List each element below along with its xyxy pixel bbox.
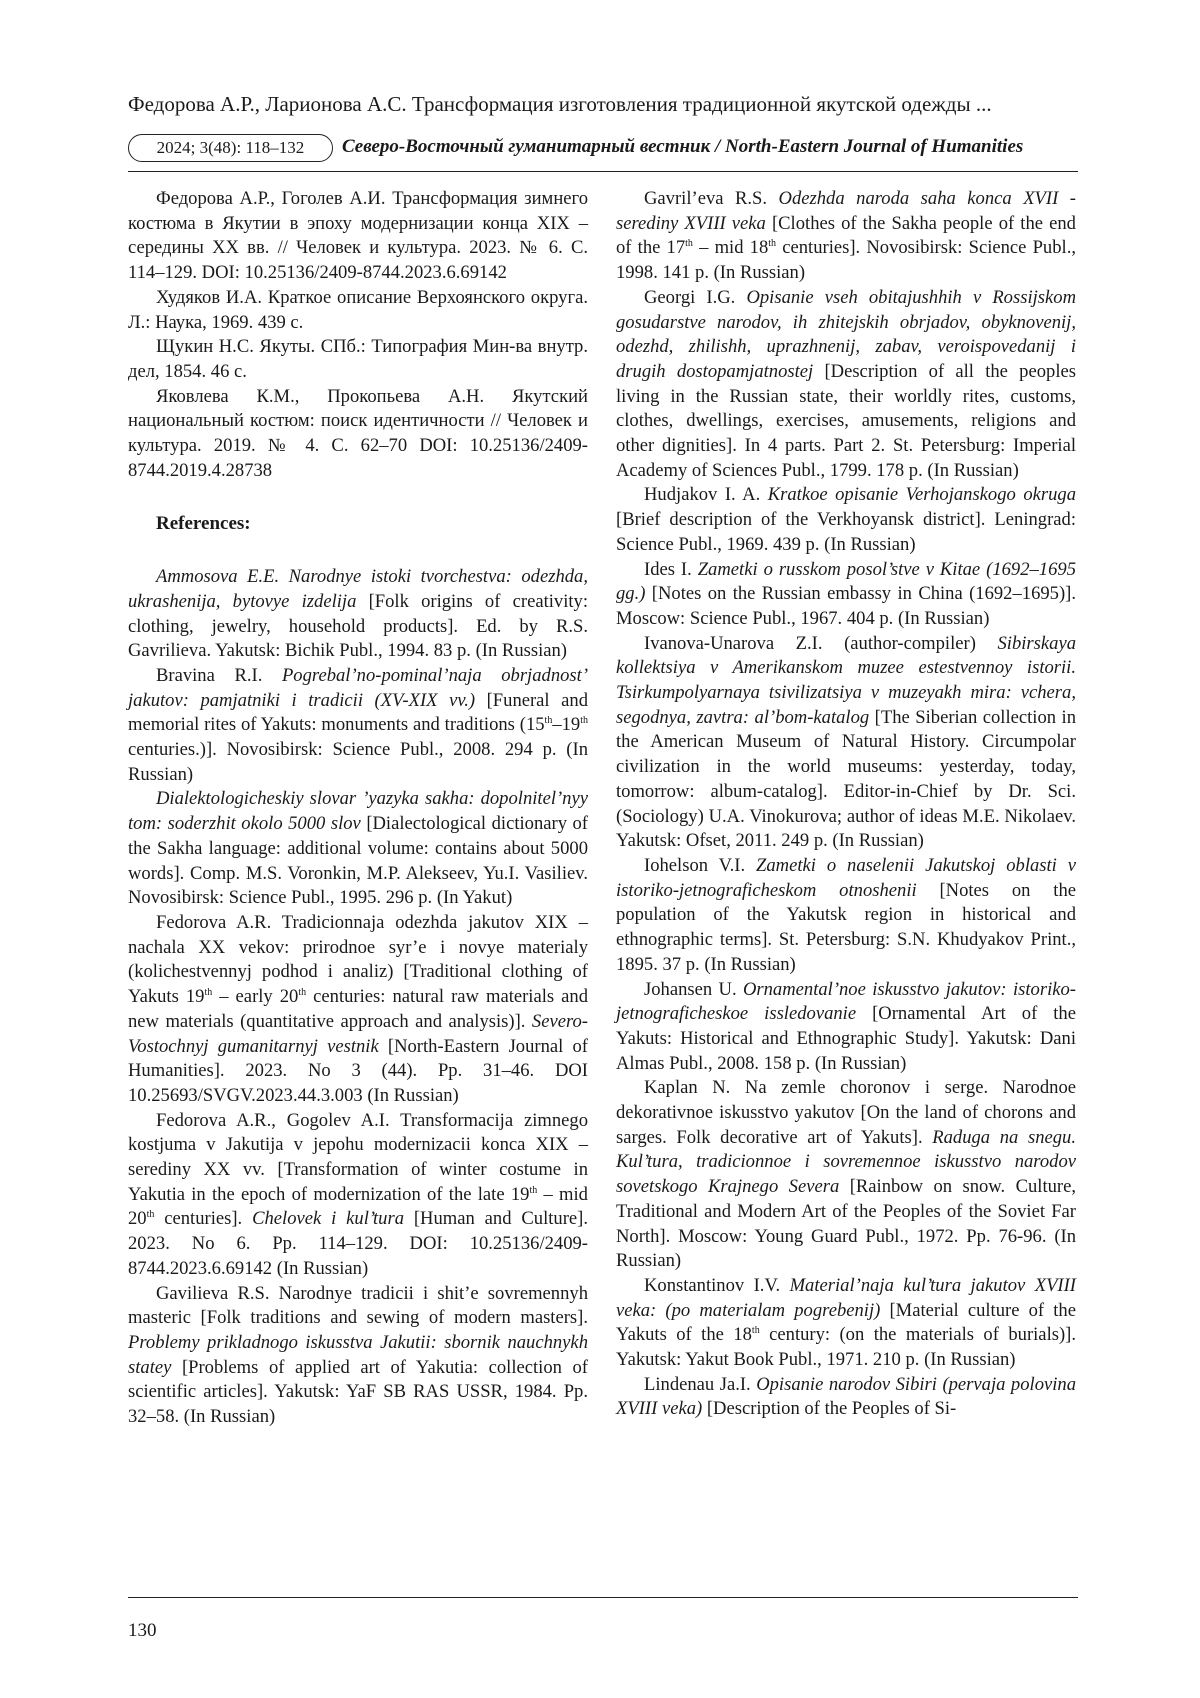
- reference-entry: Яковлева К.М., Прокопьева А.Н. Якутский национальный костюм: поиск идентичности // Человек и культура. 2019. № 4. С. 62–70 DOI: 10.25136/2409-8744.2019.4.28738: [128, 385, 588, 481]
- reference-entry: Iohelson V.I. Zametki o naselenii Jakutskoj oblasti v istoriko-jetnograficheskom otnoshenii [Notes on the population of the Yakutsk region in historical and ethnographic terms]. St. Petersburg: S.N. Khudyakov Print., 1895. 37 p. (In Russian): [616, 854, 1077, 975]
- reference-entry: Bravina R.I. Pogrebal’no-pominal’naja obrjadnost’ jakutov: pamjatniki i tradicii (XV-XIX vv.) [Funeral and memorial rites of Yakuts: monuments and traditions (15th–19th centuries.)]. Novosibirsk: Science Publ., 2008. 294 p. (In Russian): [128, 664, 589, 785]
- page-number: 130: [128, 1620, 157, 1641]
- reference-entry: Ivanova-Unarova Z.I. (author-compiler) Sibirskaya kollektsiya v Amerikanskom muzee estestvennoy istorii. Tsirkumpolyarnaya tsivilizatsiya v muzeyakh mira: vchera, segodnya, zavtra: al’bom-katalog [The Siberian collection in the American Museum of Natural History. Circumpolar civilization in the world museums: yesterday, today, tomorrow: album-catalog]. Editor-in-Chief by Dr. Sci. (Sociology) U.A. Vinokurova; author of ideas M.E. Nikolaev. Yakutsk: Ofset, 2011. 249 p. (In Russian): [616, 632, 1076, 852]
- reference-entry: Gavilieva R.S. Narodnye tradicii i shit’e sovremennyh masteric [Folk traditions and sewing of modern masters]. Problemy prikladnogo iskusstva Jakutii: sbornik nauchnykh statey [Problems of applied art of Yakutia: collection of scientific articles]. Yakutsk: YaF SB RAS USSR, 1984. Pp. 32–58. (In Russian): [128, 1282, 588, 1428]
- left-column: [128, 187, 588, 1430]
- reference-entry: Щукин Н.С. Якуты. СПб.: Типография Мин-ва внутр. дел, 1854. 46 с.: [128, 336, 588, 382]
- reference-entry: Худяков И.А. Краткое описание Верхоянского округа. Л.: Наука, 1969. 439 с.: [128, 286, 588, 333]
- reference-entry: Georgi I.G. Opisanie vseh obitajushhih v Rossijskom gosudarstve narodov, ih zhitejskih obrjadov, obyknovenij, odezhd, zhilishh, uprazhnenij, zabav, veroispovedanij i drugih dostopamjatnostej [Description of all the peoples living in the Russian state, their worldly rites, customs, clothes, dwellings, exercises, amusements, religions and other dignities]. In 4 parts. Part 2. St. Petersburg: Imperial Academy of Sciences Publ., 1799. 178 p. (In Russian): [616, 286, 1076, 481]
- reference-entry: Kaplan N. Na zemle choronov i serge. Narodnoe dekorativnoe iskusstvo yakutov [On the land of chorons and sarges. Folk decorative art of Yakuts]. Raduga na snegu. Kul’tura, tradicionnoe i sovremennoe iskusstvo narodov sovetskogo Krajnego Severa [Rainbow on snow. Culture, Traditional and Modern Art of the Peoples of the Soviet Far North]. Moscow: Young Guard Publ., 1972. Pp. 76-96. (In Russian): [616, 1077, 1077, 1272]
- reference-entry: Fedorova A.R. Tradicionnaja odezhda jakutov XIX – nachala XX vekov: prirodnoe syr’e i novye materialy (kolichestvennyj podhod i analiz) [Traditional clothing of Yakuts 19th – early 20th centuries: natural raw materials and new materials (quantitative approach and analysis)]. Severo-Vostochnyj gumanitarnyj vestnik [North-Eastern Journal of Humanities]. 2023. No 3 (44). Pp. 31–46. DOI 10.25693/SVGV.2023.44.3.003 (In Russian): [128, 911, 589, 1106]
- reference-entry: Johansen U. Ornamental’noe iskusstvo jakutov: istoriko-jetnograficheskoe issledovanie [Ornamental Art of the Yakuts: Historical and Ethnographic Study]. Yakutsk: Dani Almas Publ., 2008. 158 p. (In Russian): [616, 978, 1076, 1074]
- right-column: [616, 187, 1076, 1422]
- header-divider: [128, 171, 1078, 172]
- running-title: Федорова А.Р., Ларионова А.С. Трансформация изготовления традиционной якутской одежды ...: [128, 92, 992, 116]
- reference-entry: Fedorova A.R., Gogolev A.I. Transformacija zimnego kostjuma v Jakutija v jepohu modernizacii konca XIX – serediny XX vv. [Transformation of winter costume in Yakutia in the epoch of modernization of the late 19th – mid 20th centuries]. Chelovek i kul’tura [Human and Culture]. 2023. No 6. Pp. 114–129. DOI: 10.25136/2409-8744.2023.6.69142 (In Russian): [128, 1109, 588, 1279]
- reference-entry: Ides I. Zametki o russkom posol’stve v Kitae (1692–1695 gg.) [Notes on the Russian embassy in China (1692–1695)]. Moscow: Science Publ., 1967. 404 p. (In Russian): [616, 558, 1076, 629]
- reference-entry: Lindenau Ja.I. Opisanie narodov Sibiri (pervaja polovina XVIII veka) [Description of the Peoples of Si-: [616, 1373, 1077, 1420]
- reference-entry: Ammosova E.E. Narodnye istoki tvorchestva: odezhda, ukrashenija, bytovye izdelija [Folk origins of creativity: clothing, jewelry, household products]. Ed. by R.S. Gavrilieva. Yakutsk: Bichik Publ., 1994. 83 p. (In Russian): [128, 566, 588, 662]
- reference-entry: Федорова А.Р., Гоголев А.И. Трансформация зимнего костюма в Якутии в эпоху модернизации конца XIX – середины XX вв. // Человек и культура. 2023. № 6. С. 114–129. DOI: 10.25136/2409-8744.2023.6.69142: [128, 188, 588, 284]
- reference-entry: Hudjakov I. A. Kratkoe opisanie Verhojanskogo okruga [Brief description of the Verkhoyansk district]. Leningrad: Science Publ., 1969. 439 p. (In Russian): [616, 484, 1077, 555]
- reference-entry: Gavril’eva R.S. Odezhda naroda saha konca XVII - serediny XVIII veka [Clothes of the Sakha people of the end of the 17th – mid 18th centuries]. Novosibirsk: Science Publ., 1998. 141 p. (In Russian): [616, 188, 1076, 284]
- footer-divider: [128, 1597, 1078, 1598]
- references-heading: References:: [156, 513, 251, 535]
- journal-title: Северо-Восточный гуманитарный вестник / North-Eastern Journal of Humanities: [342, 136, 1024, 157]
- reference-entry: Dialektologicheskiy slovar ’yazyka sakha: dopolnitel’nyy tom: soderzhit okolo 5000 slov [Dialectological dictionary of the Sakha language: additional volume: contains about 5000 words]. Comp. M.S. Voronkin, M.P. Alekseev, Yu.I. Vasiliev. Novosibirsk: Science Publ., 1995. 296 p. (In Yakut): [128, 788, 588, 909]
- reference-entry: Konstantinov I.V. Material’naja kul’tura jakutov XVIII veka: (po materialam pogrebenij) [Material culture of the Yakuts of the 18th century: (on the materials of burials)]. Yakutsk: Yakut Book Publ., 1971. 210 p. (In Russian): [616, 1274, 1077, 1371]
- issue-badge: 2024; 3(48): 118–132: [128, 134, 333, 162]
